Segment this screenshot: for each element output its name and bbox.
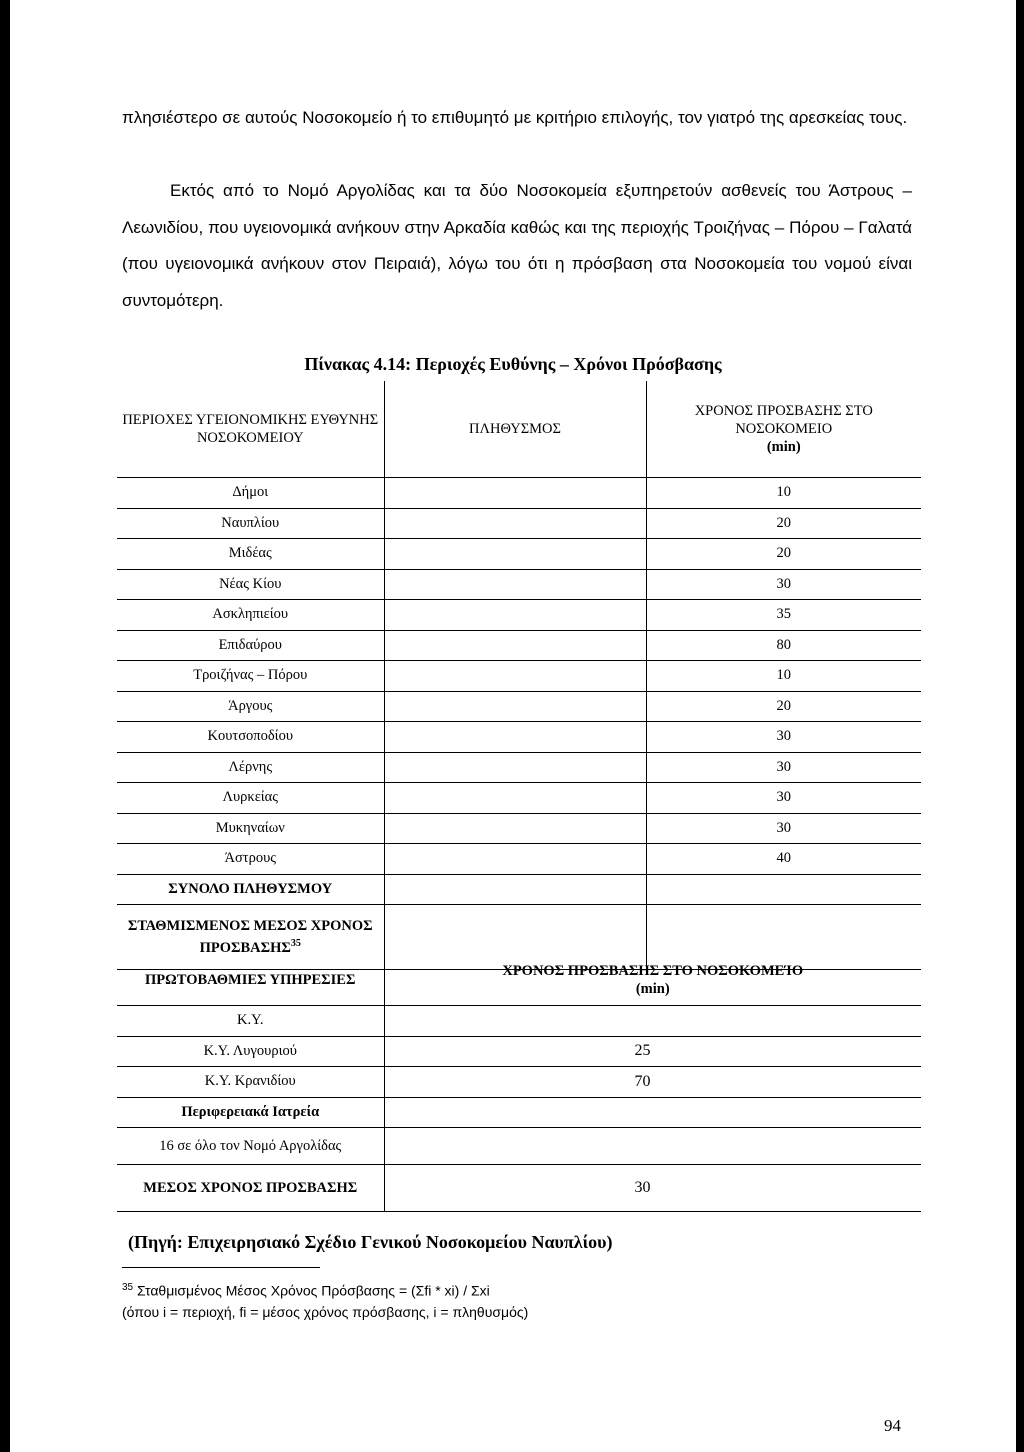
table-row (117, 844, 921, 875)
health-center-time: 70 (384, 1067, 921, 1098)
table-row (117, 569, 921, 600)
table-row (117, 1067, 921, 1098)
header-access-time-label: ΧΡΟΝΟΣ ΠΡΟΣΒΑΣΗΣ ΣΤΟ ΝΟΣΟΚΟΜΕΙΟ (694, 403, 873, 437)
population-cell (384, 844, 646, 875)
area-name: Άστρους (117, 844, 384, 875)
area-name: Μυκηναίων (117, 813, 384, 844)
access-time: 20 (646, 691, 921, 722)
table-row (117, 630, 921, 661)
population-cell (384, 539, 646, 570)
total-row (117, 874, 921, 905)
health-center-name: Κ.Υ. Κρανιδίου (117, 1067, 384, 1098)
population-cell (384, 508, 646, 539)
table-caption: Πίνακας 4.14: Περιοχές Ευθύνης – Χρόνοι Πρόσβασης (304, 354, 722, 374)
access-time: 30 (646, 783, 921, 814)
mean-value: 30 (384, 1165, 921, 1212)
area-name: Ναυπλίου (117, 508, 384, 539)
document-page (10, 0, 1016, 1452)
areas-table-header (117, 381, 921, 478)
access-time: 10 (646, 661, 921, 692)
regional-label-row (117, 1097, 921, 1128)
table-row (117, 722, 921, 753)
mean-row (117, 1165, 921, 1212)
page-number: 94 (884, 1416, 901, 1435)
regional-note-row (117, 1128, 921, 1165)
regional-note: 16 σε όλο τον Νομό Αργολίδας (117, 1128, 384, 1165)
ky-label: Κ.Υ. (117, 1006, 384, 1037)
footnote-divider (122, 1267, 320, 1268)
population-cell (384, 722, 646, 753)
mean-label: ΜΕΣΟΣ ΧΡΟΝΟΣ ΠΡΟΣΒΑΣΗΣ (117, 1165, 384, 1212)
access-time: 30 (646, 722, 921, 753)
services-header-left: ΠΡΩΤΟΒΑΘΜΙΕΣ ΥΠΗΡΕΣΙΕΣ (117, 955, 384, 1006)
population-cell (384, 569, 646, 600)
footnote-line-1: $^{35}$ Σταθμισμένος Μέσος Χρόνος Πρόσβασης = (Σfi * xi) / Σxi (122, 1282, 490, 1299)
area-name: Ασκληπιείου (117, 600, 384, 631)
table-row (117, 691, 921, 722)
access-time: 40 (646, 844, 921, 875)
table-row (117, 783, 921, 814)
paragraph-2: Εκτός από το Νομό Αργολίδας και τα δύο Νοσοκομεία εξυπηρετούν ασθενείς του Άστρους – Λεωνιδίου, που υγειονομικά ανήκουν στην Αρκαδία καθώς και της περιοχής Τροιζήνας – Πόρου – Γαλατά (που υγειονομικά ανήκουν στον Πειραιά), λόγω του ότι η πρόσβαση στα Νοσοκομεία του νομού είναι συντομότερη. (122, 181, 912, 310)
header-access-time-unit: (min) (766, 439, 801, 455)
access-time: 80 (646, 630, 921, 661)
table-row (117, 508, 921, 539)
area-name: Άργους (117, 691, 384, 722)
weighted-label: ΣΤΑΘΜΙΣΜΕΝΟΣ ΜΕΣΟΣ ΧΡΟΝΟΣ ΠΡΟΣΒΑΣΗΣ$^{35}$ (117, 905, 384, 970)
header-areas: ΠΕΡΙΟΧΕΣ ΥΓΕΙΟΝΟΜΙΚΗΣ ΕΥΘΥΝΗΣ ΝΟΣΟΚΟΜΕΙΟΥ (117, 381, 384, 478)
table-row (117, 661, 921, 692)
access-time: 20 (646, 539, 921, 570)
access-time: 30 (646, 813, 921, 844)
table-row (117, 1036, 921, 1067)
table-row (117, 539, 921, 570)
health-center-name: Κ.Υ. Λυγουριού (117, 1036, 384, 1067)
access-time: 20 (646, 508, 921, 539)
population-cell (384, 600, 646, 631)
area-name: Τροιζήνας – Πόρου (117, 661, 384, 692)
regional-label: Περιφερειακά Ιατρεία (117, 1097, 384, 1128)
population-cell (384, 661, 646, 692)
access-time: 10 (646, 478, 921, 509)
header-population: ΠΛΗΘΥΣΜΟΣ (384, 381, 646, 478)
table-row (117, 600, 921, 631)
areas-table (117, 381, 921, 970)
population-cell (384, 783, 646, 814)
area-name: Δήμοι (117, 478, 384, 509)
population-cell (384, 691, 646, 722)
area-name: Επιδαύρου (117, 630, 384, 661)
services-header (117, 955, 921, 1006)
total-label: ΣΥΝΟΛΟ ΠΛΗΘΥΣΜΟΥ (117, 874, 384, 905)
table-row (117, 478, 921, 509)
access-time: 35 (646, 600, 921, 631)
table-row (117, 752, 921, 783)
source-note: (Πηγή: Επιχειρησιακό Σχέδιο Γενικού Νοσοκομείου Ναυπλίου) (128, 1232, 613, 1252)
table-row (117, 813, 921, 844)
area-name: Μιδέας (117, 539, 384, 570)
area-name: Λέρνης (117, 752, 384, 783)
area-name: Λυρκείας (117, 783, 384, 814)
paragraph-1: πλησιέστερο σε αυτούς Νοσοκομείο ή το επιθυμητό με κριτήριο επιλογής, τον γιατρό της αρεσκείας τους. (122, 108, 908, 127)
access-time: 30 (646, 569, 921, 600)
population-cell (384, 752, 646, 783)
ky-label-row (117, 1006, 921, 1037)
footnote-line-2: (όπου i = περιοχή, fi = μέσος χρόνος πρόσβασης, i = πληθυσμός) (122, 1304, 529, 1320)
services-header-right: ΧΡΟΝΟΣ ΠΡΟΣΒΑΣΗΣ ΣΤΟ ΝΟΣΟΚΟΜΕΊΟ (min) (384, 955, 921, 1006)
area-name: Κουτσοποδίου (117, 722, 384, 753)
access-time: 30 (646, 752, 921, 783)
population-cell (384, 630, 646, 661)
header-access-time (646, 381, 921, 478)
health-center-time: 25 (384, 1036, 921, 1067)
population-cell (384, 478, 646, 509)
primary-services-table (117, 955, 921, 1212)
area-name: Νέας Κίου (117, 569, 384, 600)
population-cell (384, 813, 646, 844)
